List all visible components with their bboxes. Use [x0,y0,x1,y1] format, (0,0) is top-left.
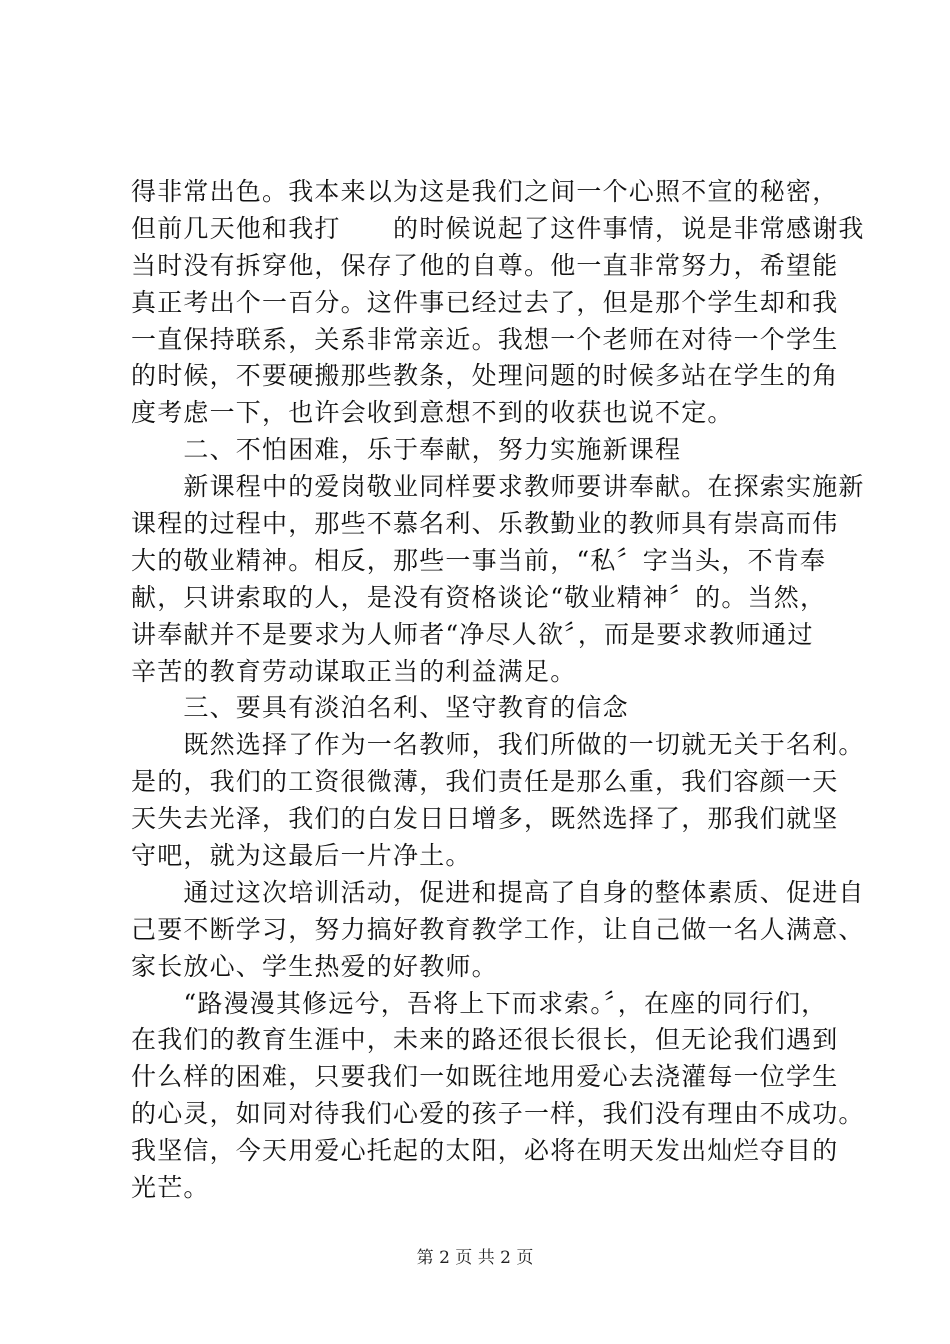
text-line: 天失去光泽，我们的白发日日增多，既然选择了，那我们就坚 [131,804,839,834]
document-body [131,174,865,1207]
text-line: 新课程中的爱岗敬业同样要求教师要讲奉献。在探索实施新 [131,472,865,502]
text-line: 光芒。 [131,1173,210,1203]
page-number-footer: 第 2 页 共 2 页 [416,1248,534,1268]
text-line: 通过这次培训活动，促进和提高了自身的整体素质、促进自 [131,877,865,907]
text-line: 是的，我们的工资很微薄，我们责任是那么重，我们容颜一天 [131,767,839,797]
text-line: 的时候，不要硬搬那些教条，处理问题的时候多站在学生的角 [131,361,839,391]
text-line: 度考虑一下，也许会收到意想不到的收获也说不定。 [131,398,734,428]
text-line: 的心灵，如同对待我们心爱的孩子一样，我们没有理由不成功。 [131,1099,865,1129]
text-line: 真正考出个一百分。这件事已经过去了，但是那个学生却和我 [131,287,839,317]
text-line: 一直保持联系，关系非常亲近。我想一个老师在对待一个学生 [131,324,839,354]
text-line: 既然选择了作为一名教师，我们所做的一切就无关于名利。 [131,730,865,760]
text-line: 辛苦的教育劳动谋取正当的利益满足。 [131,656,577,686]
text-line: 当时没有拆穿他，保存了他的自尊。他一直非常努力，希望能 [131,250,839,280]
text-line: 但前几天他和我打 的时候说起了这件事情，说是非常感谢我 [131,213,865,243]
text-line: 什么样的困难，只要我们一如既往地用爱心去浇灌每一位学生 [131,1062,839,1092]
text-line: 课程的过程中，那些不慕名利、乐教勤业的教师具有崇高而伟 [131,509,839,539]
section-heading: 三、要具有淡泊名利、坚守教育的信念 [131,693,629,723]
text-line: 守吧，就为这最后一片净土。 [131,841,472,871]
text-line: 讲奉献并不是要求为人师者“净尽人欲〞，而是要求教师通过 [131,619,814,649]
section-heading: 二、不怕困难，乐于奉献，努力实施新课程 [131,435,682,465]
text-line: 献，只讲索取的人，是没有资格谈论“敬业精神〞的。当然， [131,582,827,612]
text-line: 家长放心、学生热爱的好教师。 [131,951,498,981]
text-line: 己要不断学习，努力搞好教育教学工作，让自己做一名人满意、 [131,914,865,944]
text-line: 大的敬业精神。相反，那些一事当前，“私〞字当头，不肯奉 [131,545,827,575]
text-line: 在我们的教育生涯中，未来的路还很长很长，但无论我们遇到 [131,1025,839,1055]
text-line: “路漫漫其修远兮，吾将上下而求索。〞，在座的同行们， [131,988,828,1018]
text-line: 得非常出色。我本来以为这是我们之间一个心照不宣的秘密， [131,177,839,206]
text-line: 我坚信，今天用爱心托起的太阳，必将在明天发出灿烂夺目的 [131,1136,839,1166]
